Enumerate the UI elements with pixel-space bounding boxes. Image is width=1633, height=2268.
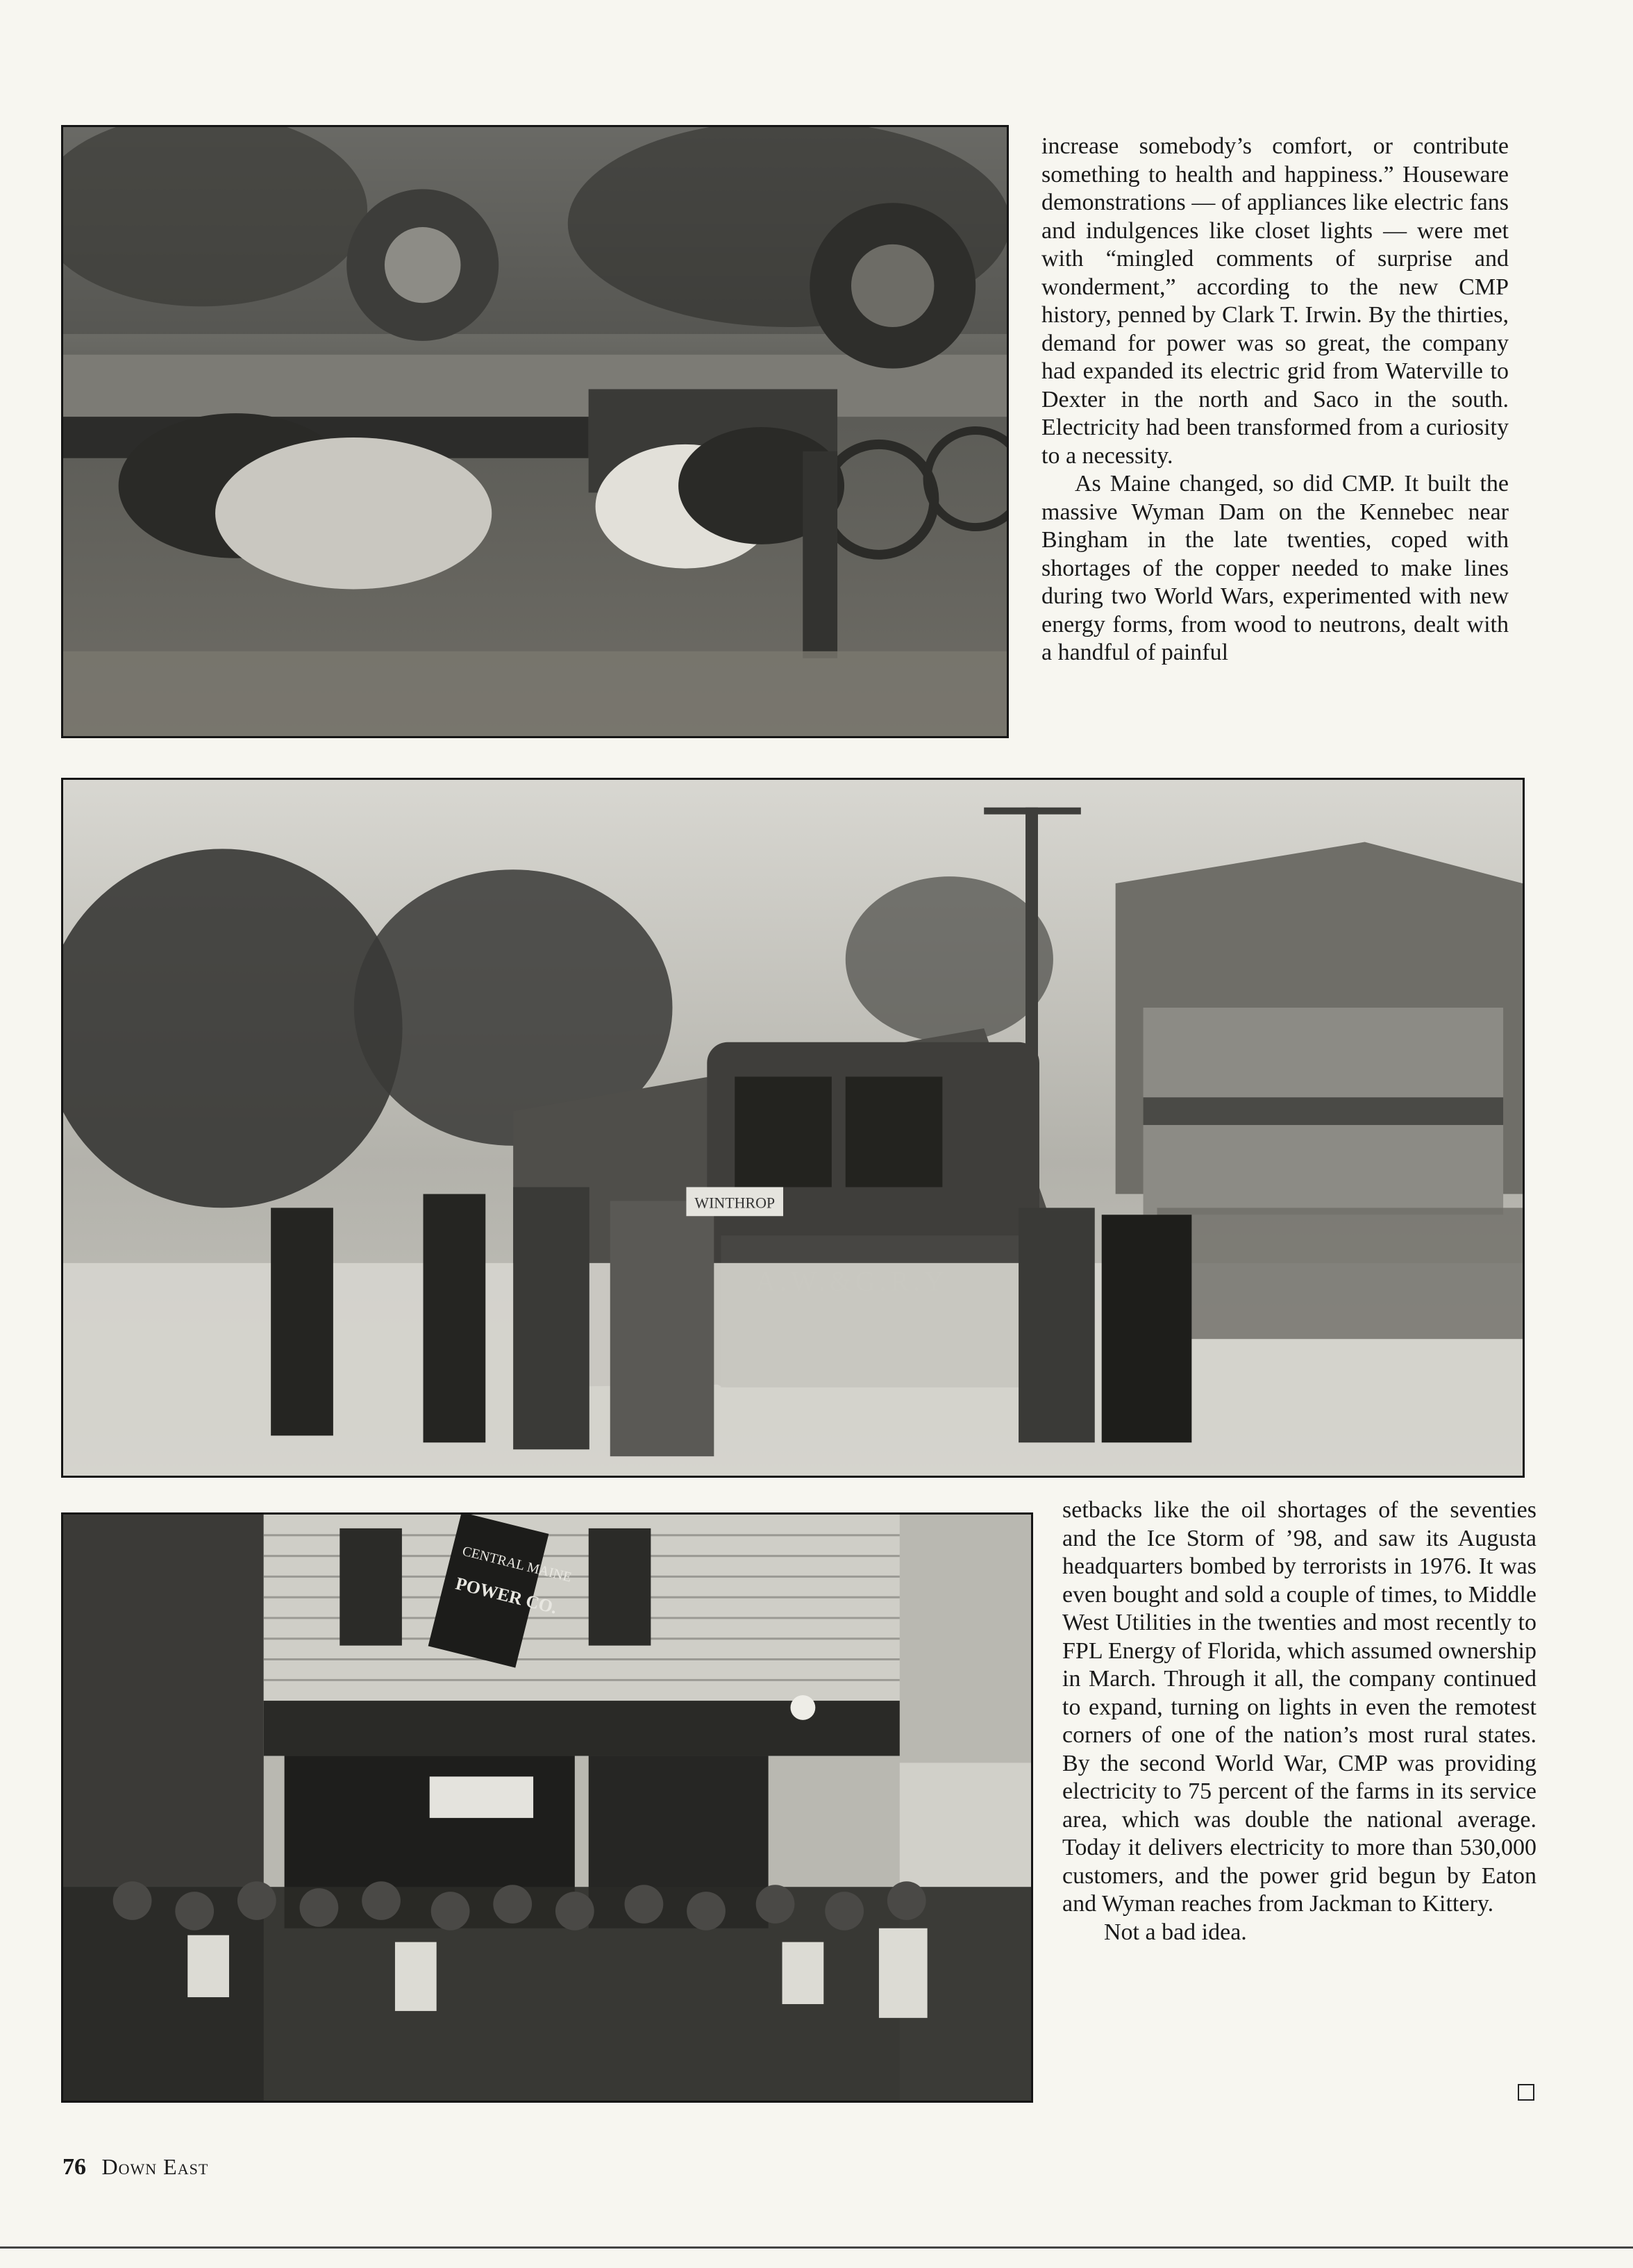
storefront-sign-line-1: CENTRAL MAINE — [460, 1543, 573, 1585]
paragraph: increase somebody’s comfort, or contribute something to health and happiness.” Houseware demonstrations — of appliances like electric fans and indulgences like closet lights — were met with “mingled comments of surprise and wonderment,” according to the new CMP history, penned by Clark T. Irwin. By the thirties, demand for power was so great, the company had expanded its electric grid from Waterville to Dexter in the north and Saco in the south. Electricity had been transformed from a curiosity to a necessity. — [1041, 133, 1509, 469]
photo-trolley-car — [61, 778, 1525, 1478]
storefront-sign-line-2: POWER CO. — [453, 1573, 560, 1618]
photo-storefront-image — [63, 1515, 1031, 2101]
photo-oxen-image — [63, 127, 1007, 736]
photo-oxen-hauling-turbines — [61, 125, 1009, 738]
article-column-bottom — [1062, 1496, 1536, 1946]
photo-trolley-image — [63, 780, 1523, 1476]
trolley-destination-text: WINTHROP — [694, 1194, 776, 1212]
end-of-article-mark — [1518, 2084, 1534, 2101]
paragraph: As Maine changed, so did CMP. It built the massive Wyman Dam on the Kennebec near Bingham in the late twenties, coped with shortages of the copper needed to make lines during two World Wars, experimented with new energy forms, from wood to neutrons, dealt with a handful of painful — [1041, 471, 1509, 665]
photo-power-company-storefront — [61, 1512, 1033, 2103]
magazine-name: Down East — [101, 2154, 209, 2179]
article-column-top — [1041, 133, 1509, 667]
page-number: 76 — [62, 2154, 86, 2180]
folio — [62, 2154, 208, 2181]
trolley-sign-text: A.W.&G.R.Y — [755, 1266, 948, 1297]
page-bottom-edge — [0, 2246, 1633, 2249]
closing-line: Not a bad idea. — [1104, 1919, 1247, 1945]
paragraph: setbacks like the oil shortages of the seventies and the Ice Storm of ’98, and saw its Augusta headquarters bombed by terrorists in 1976. It was even bought and sold a couple of times, to Middle West Utilities in the twenties and most recently to FPL Energy of Florida, which assumed ownership in March. Through it all, the company continued to expand, turning on lights in even the remotest corners of one of the nation’s most rural states. By the second World War, CMP was providing electricity to 75 percent of the farms in its service area, which was double the national average. Today it delivers electricity to more than 530,000 customers, and the power grid begun by Eaton and Wyman reaches from Jackman to Kittery. — [1062, 1497, 1536, 1917]
